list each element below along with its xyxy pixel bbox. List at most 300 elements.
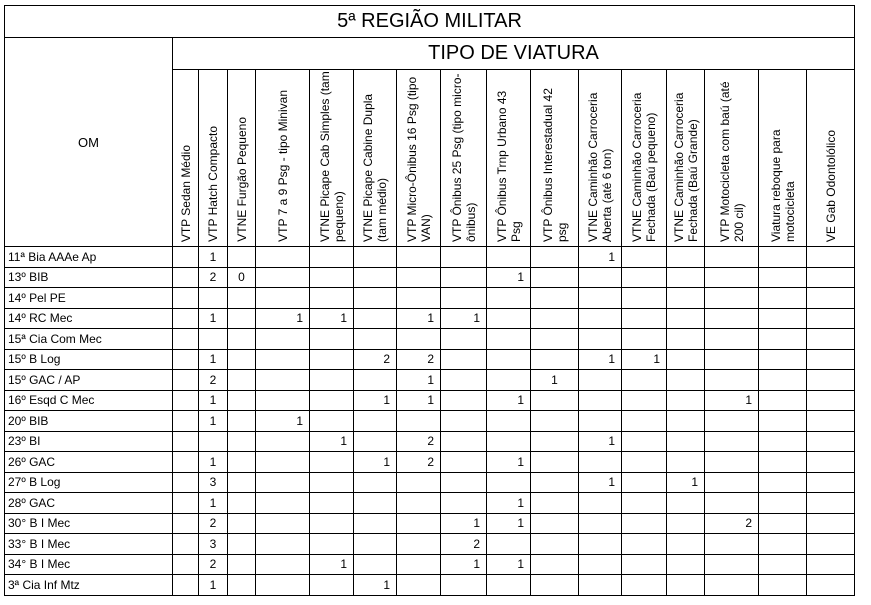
value-cell (759, 267, 807, 288)
value-cell: 1 (579, 247, 622, 268)
table-row (5, 554, 855, 575)
table-row (5, 390, 855, 411)
value-cell (579, 288, 622, 309)
value-cell (397, 267, 441, 288)
value-cell (354, 534, 397, 555)
value-cell (531, 288, 579, 309)
value-cell (807, 513, 855, 534)
value-cell (256, 472, 310, 493)
value-cell (667, 431, 705, 452)
value-cell (354, 472, 397, 493)
value-cell (579, 411, 622, 432)
value-cell (228, 329, 256, 350)
value-cell: 1 (199, 493, 228, 514)
value-cell (705, 452, 759, 473)
value-cell: 1 (199, 247, 228, 268)
value-cell (441, 452, 487, 473)
column-header-label: VTP Motocicleta com baú (até 200 cil) (717, 81, 746, 242)
value-cell (667, 575, 705, 596)
value-cell (622, 452, 667, 473)
value-cell (622, 411, 667, 432)
value-cell (310, 267, 354, 288)
value-cell (531, 308, 579, 329)
value-cell (354, 329, 397, 350)
om-cell: 13º BIB (5, 267, 173, 288)
value-cell (705, 472, 759, 493)
table-row (5, 493, 855, 514)
column-header-label: VTP Ônibus Interestadual 42 psg (540, 88, 569, 242)
value-cell (667, 370, 705, 391)
value-cell (622, 575, 667, 596)
value-cell (354, 431, 397, 452)
om-cell: 30° B I Mec (5, 513, 173, 534)
value-cell (807, 247, 855, 268)
value-cell: 1 (199, 308, 228, 329)
value-cell (579, 554, 622, 575)
value-cell (759, 288, 807, 309)
value-cell (256, 431, 310, 452)
value-cell: 1 (441, 554, 487, 575)
om-cell: 15ª Cia Com Mec (5, 329, 173, 350)
value-cell: 1 (441, 308, 487, 329)
value-cell (487, 329, 531, 350)
value-cell (256, 554, 310, 575)
column-header (397, 70, 441, 247)
value-cell (354, 308, 397, 329)
value-cell: 2 (199, 554, 228, 575)
value-cell (667, 390, 705, 411)
column-header (807, 70, 855, 247)
value-cell (705, 493, 759, 514)
value-cell (622, 493, 667, 514)
value-cell (397, 513, 441, 534)
value-cell (397, 288, 441, 309)
value-cell (807, 370, 855, 391)
value-cell (622, 513, 667, 534)
value-cell (487, 308, 531, 329)
value-cell (807, 554, 855, 575)
value-cell (531, 411, 579, 432)
value-cell (759, 554, 807, 575)
value-cell: 1 (199, 411, 228, 432)
value-cell (441, 329, 487, 350)
value-cell (199, 329, 228, 350)
value-cell (807, 431, 855, 452)
value-cell (256, 534, 310, 555)
value-cell (759, 370, 807, 391)
om-cell: 26º GAC (5, 452, 173, 473)
value-cell (354, 554, 397, 575)
om-cell: 15º B Log (5, 349, 173, 370)
value-cell (228, 554, 256, 575)
value-cell (310, 493, 354, 514)
value-cell: 1 (354, 452, 397, 473)
value-cell (256, 288, 310, 309)
value-cell (759, 575, 807, 596)
table-row (5, 534, 855, 555)
value-cell (310, 513, 354, 534)
value-cell: 1 (622, 349, 667, 370)
value-cell: 1 (199, 349, 228, 370)
value-cell (705, 554, 759, 575)
value-cell (228, 390, 256, 411)
value-cell (705, 288, 759, 309)
value-cell (173, 431, 199, 452)
value-cell (173, 452, 199, 473)
value-cell: 2 (441, 534, 487, 555)
om-cell: 34° B I Mec (5, 554, 173, 575)
value-cell (622, 534, 667, 555)
value-cell (579, 534, 622, 555)
value-cell (173, 370, 199, 391)
value-cell (531, 247, 579, 268)
value-cell (705, 431, 759, 452)
value-cell (579, 493, 622, 514)
column-header (310, 70, 354, 247)
value-cell (173, 349, 199, 370)
vehicle-type-header: TIPO DE VIATURA (173, 38, 855, 70)
value-cell (759, 308, 807, 329)
value-cell (487, 472, 531, 493)
value-cell (705, 370, 759, 391)
value-cell (579, 575, 622, 596)
value-cell (354, 267, 397, 288)
value-cell (759, 329, 807, 350)
value-cell (759, 390, 807, 411)
value-cell (667, 349, 705, 370)
value-cell: 1 (705, 390, 759, 411)
value-cell (397, 575, 441, 596)
value-cell (807, 308, 855, 329)
column-header-label: VE Gab Odontolólico (823, 129, 838, 242)
value-cell (228, 349, 256, 370)
value-cell (705, 247, 759, 268)
value-cell (705, 308, 759, 329)
value-cell (667, 452, 705, 473)
table-row (5, 349, 855, 370)
value-cell (759, 534, 807, 555)
value-cell: 1 (310, 554, 354, 575)
value-cell (622, 288, 667, 309)
value-cell: 1 (579, 472, 622, 493)
value-cell (354, 493, 397, 514)
value-cell (441, 431, 487, 452)
om-cell: 27º B Log (5, 472, 173, 493)
value-cell (531, 431, 579, 452)
om-cell: 14º RC Mec (5, 308, 173, 329)
value-cell (256, 493, 310, 514)
value-cell (622, 554, 667, 575)
value-cell (228, 308, 256, 329)
value-cell (487, 370, 531, 391)
value-cell: 1 (199, 452, 228, 473)
value-cell: 1 (487, 452, 531, 473)
value-cell: 1 (354, 390, 397, 411)
value-cell: 1 (256, 308, 310, 329)
om-cell: 28º GAC (5, 493, 173, 514)
value-cell: 2 (199, 513, 228, 534)
value-cell (759, 431, 807, 452)
value-cell: 1 (397, 370, 441, 391)
value-cell (759, 349, 807, 370)
value-cell (397, 329, 441, 350)
value-cell (310, 411, 354, 432)
value-cell: 1 (487, 513, 531, 534)
value-cell (807, 472, 855, 493)
value-cell (667, 308, 705, 329)
value-cell (441, 247, 487, 268)
value-cell (705, 575, 759, 596)
value-cell (705, 411, 759, 432)
om-cell: 15º GAC / AP (5, 370, 173, 391)
value-cell: 1 (397, 390, 441, 411)
value-cell: 2 (199, 267, 228, 288)
column-header-label: VTNE Furgão Pequeno (234, 117, 249, 242)
value-cell (759, 472, 807, 493)
table-row (5, 513, 855, 534)
column-header-label: VTP Sedan Médio (178, 144, 193, 242)
value-cell (228, 452, 256, 473)
value-cell (310, 349, 354, 370)
value-cell (667, 411, 705, 432)
value-cell (579, 329, 622, 350)
value-cell: 1 (199, 390, 228, 411)
vehicle-table (4, 5, 855, 596)
value-cell (579, 390, 622, 411)
column-header-label: VTNE Picape Cabine Dupla (tam médio) (361, 93, 389, 242)
column-header-label: VTP 7 a 9 Psg - tipo Minivan (275, 90, 290, 242)
value-cell (531, 267, 579, 288)
value-cell (228, 493, 256, 514)
value-cell (441, 390, 487, 411)
table-row (5, 247, 855, 268)
column-header (705, 70, 759, 247)
value-cell: 1 (310, 308, 354, 329)
value-cell (354, 288, 397, 309)
value-cell (579, 267, 622, 288)
column-header (173, 70, 199, 247)
value-cell (310, 472, 354, 493)
om-cell: 23º BI (5, 431, 173, 452)
table-row (5, 288, 855, 309)
value-cell: 2 (397, 349, 441, 370)
value-cell (441, 349, 487, 370)
value-cell (256, 267, 310, 288)
value-cell (173, 513, 199, 534)
value-cell (622, 370, 667, 391)
column-header (256, 70, 310, 247)
value-cell (667, 267, 705, 288)
value-cell (579, 308, 622, 329)
value-cell (310, 288, 354, 309)
value-cell: 3 (199, 472, 228, 493)
value-cell (705, 329, 759, 350)
value-cell (228, 472, 256, 493)
value-cell (531, 472, 579, 493)
value-cell (531, 534, 579, 555)
om-cell: 14º Pel PE (5, 288, 173, 309)
column-header-label: VTNE Caminhão Carroceria Fechada (Baú Grande) (671, 92, 700, 242)
table-row (5, 308, 855, 329)
value-cell (310, 329, 354, 350)
value-cell (622, 247, 667, 268)
table-row (5, 575, 855, 596)
value-cell (397, 493, 441, 514)
value-cell (441, 370, 487, 391)
value-cell (531, 390, 579, 411)
value-cell: 2 (397, 452, 441, 473)
value-cell (531, 554, 579, 575)
column-header-label: VTP Hatch Compacto (206, 126, 220, 242)
value-cell: 1 (397, 308, 441, 329)
value-cell (441, 493, 487, 514)
value-cell (531, 329, 579, 350)
table-row (5, 431, 855, 452)
value-cell (807, 390, 855, 411)
om-cell: 16º Esqd C Mec (5, 390, 173, 411)
value-cell (622, 431, 667, 452)
column-header (228, 70, 256, 247)
value-cell (228, 431, 256, 452)
value-cell (622, 472, 667, 493)
value-cell (531, 349, 579, 370)
value-cell: 1 (487, 493, 531, 514)
value-cell (173, 493, 199, 514)
value-cell (667, 493, 705, 514)
om-cell: 33° B I Mec (5, 534, 173, 555)
value-cell (173, 575, 199, 596)
value-cell (667, 513, 705, 534)
value-cell (354, 247, 397, 268)
value-cell (354, 370, 397, 391)
value-cell (173, 534, 199, 555)
value-cell (228, 513, 256, 534)
value-cell (441, 288, 487, 309)
om-cell: 11ª Bia AAAe Ap (5, 247, 173, 268)
value-cell (256, 247, 310, 268)
column-header-label: VTP Micro-Ônibus 16 Psg (tipo VAN) (404, 76, 433, 242)
value-cell (173, 472, 199, 493)
value-cell (487, 411, 531, 432)
value-cell: 1 (487, 554, 531, 575)
value-cell (807, 349, 855, 370)
value-cell (441, 411, 487, 432)
value-cell (173, 329, 199, 350)
value-cell: 1 (441, 513, 487, 534)
value-cell (441, 472, 487, 493)
value-cell (622, 308, 667, 329)
value-cell (310, 370, 354, 391)
value-cell: 1 (487, 390, 531, 411)
value-cell (487, 288, 531, 309)
table-row (5, 329, 855, 350)
value-cell (487, 247, 531, 268)
value-cell: 2 (705, 513, 759, 534)
value-cell (622, 329, 667, 350)
value-cell (256, 349, 310, 370)
value-cell: 1 (354, 575, 397, 596)
value-cell (173, 554, 199, 575)
column-header-label: VTP Ônibus 25 Psg (tipo micro-ônibus) (449, 73, 478, 242)
value-cell (256, 452, 310, 473)
value-cell (173, 288, 199, 309)
value-cell (310, 575, 354, 596)
value-cell (667, 554, 705, 575)
value-cell (199, 288, 228, 309)
table-row (5, 472, 855, 493)
value-cell (807, 493, 855, 514)
value-cell (256, 575, 310, 596)
value-cell (807, 575, 855, 596)
value-cell (531, 513, 579, 534)
value-cell (807, 267, 855, 288)
value-cell (397, 411, 441, 432)
table-title: 5ª REGIÃO MILITAR (5, 6, 855, 38)
value-cell (759, 513, 807, 534)
column-header (531, 70, 579, 247)
value-cell (397, 534, 441, 555)
value-cell (228, 575, 256, 596)
column-header (622, 70, 667, 247)
value-cell (622, 267, 667, 288)
value-cell (256, 370, 310, 391)
om-cell: 3ª Cia Inf Mtz (5, 575, 173, 596)
value-cell (531, 575, 579, 596)
value-cell (441, 575, 487, 596)
value-cell (228, 370, 256, 391)
value-cell (173, 267, 199, 288)
value-cell (354, 411, 397, 432)
column-header-label: VTNE Picape Cab Simples (tam pequeno) (317, 71, 346, 242)
value-cell: 1 (487, 267, 531, 288)
value-cell (397, 472, 441, 493)
value-cell (441, 267, 487, 288)
table-body (5, 247, 855, 596)
column-header (667, 70, 705, 247)
value-cell (705, 349, 759, 370)
value-cell (487, 575, 531, 596)
value-cell (759, 452, 807, 473)
value-cell: 1 (579, 431, 622, 452)
column-header (487, 70, 531, 247)
value-cell (759, 247, 807, 268)
column-header-label: Viatura reboque para motocicleta (768, 129, 797, 242)
value-cell: 1 (256, 411, 310, 432)
value-cell (807, 534, 855, 555)
column-header-label: VTNE Caminhão Carroceria Aberta (até 6 ton) (586, 92, 614, 242)
value-cell: 1 (667, 472, 705, 493)
value-cell (487, 534, 531, 555)
value-cell (531, 452, 579, 473)
value-cell: 3 (199, 534, 228, 555)
value-cell: 2 (354, 349, 397, 370)
value-cell (256, 513, 310, 534)
value-cell (173, 247, 199, 268)
value-cell: 1 (310, 431, 354, 452)
value-cell (310, 452, 354, 473)
value-cell (173, 390, 199, 411)
column-header (579, 70, 622, 247)
value-cell (622, 390, 667, 411)
value-cell (173, 308, 199, 329)
value-cell (807, 288, 855, 309)
value-cell (759, 411, 807, 432)
value-cell: 2 (397, 431, 441, 452)
column-header-label: VTP Ônibus Trnp Urbano 43 Psg (494, 90, 523, 242)
column-header-label: VTNE Caminhão Carroceria Fechada (Baú pequeno) (630, 92, 658, 242)
value-cell (759, 493, 807, 514)
value-cell (228, 411, 256, 432)
